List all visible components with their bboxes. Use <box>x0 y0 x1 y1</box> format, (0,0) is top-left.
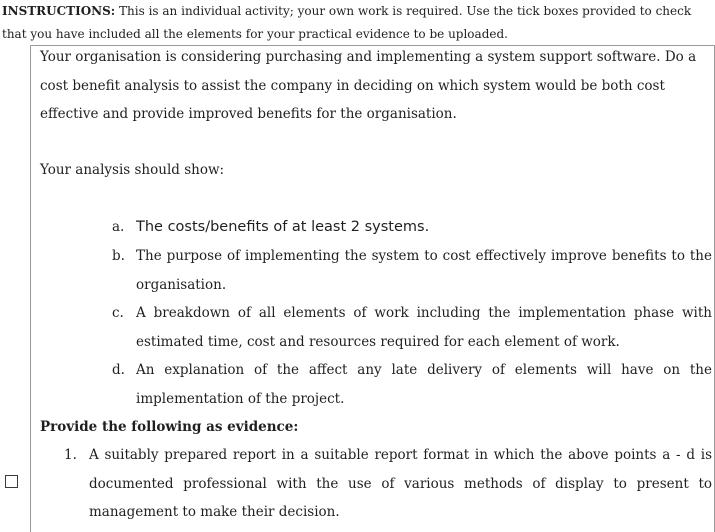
list-item-d <box>112 356 712 413</box>
table-left-border <box>30 45 31 532</box>
instructions <box>2 0 708 46</box>
list-marker: d. <box>112 362 125 378</box>
list-marker: a. <box>112 219 125 235</box>
list-item-text: An explanation of the affect any late delivery of elements will have on the implementation of the project. <box>136 362 712 407</box>
evidence-heading: Provide the following as evidence: <box>40 419 299 435</box>
list-item-c <box>112 299 712 356</box>
evidence-item-1 <box>64 441 712 527</box>
evidence-tick-checkbox[interactable] <box>5 475 18 488</box>
list-item-text: The purpose of implementing the system to cost effectively improve benefits to the organisation. <box>136 248 712 293</box>
list-item-a <box>112 213 712 242</box>
list-marker: c. <box>112 305 124 321</box>
analysis-intro: Your analysis should show: <box>40 162 225 178</box>
list-item-b <box>112 242 712 299</box>
list-item-text: A breakdown of all elements of work including the implementation phase with estimated time, cost and resources required for each element of work. <box>136 305 712 350</box>
evidence-marker: 1. <box>64 447 77 463</box>
instructions-label: INSTRUCTIONS: <box>2 4 116 18</box>
instructions-text: This is an individual activity; your own work is required. Use the tick boxes provided to check that you have included all the elements for your practical evidence to be uploaded. <box>2 4 692 41</box>
evidence-item-text: A suitably prepared report in a suitable report format in which the above points a - d is documented professional with the use of various methods of display to present to management to make their decision. <box>89 447 712 520</box>
list-marker: b. <box>112 248 125 264</box>
intro-paragraph: Your organisation is considering purchasing and implementing a system support software. Do a cost benefit analysis to assist the company in deciding on which system would be both cost effective and provide improved benefits for the organisation. <box>40 49 697 122</box>
list-item-text: The costs/benefits of at least 2 systems. <box>136 219 430 235</box>
